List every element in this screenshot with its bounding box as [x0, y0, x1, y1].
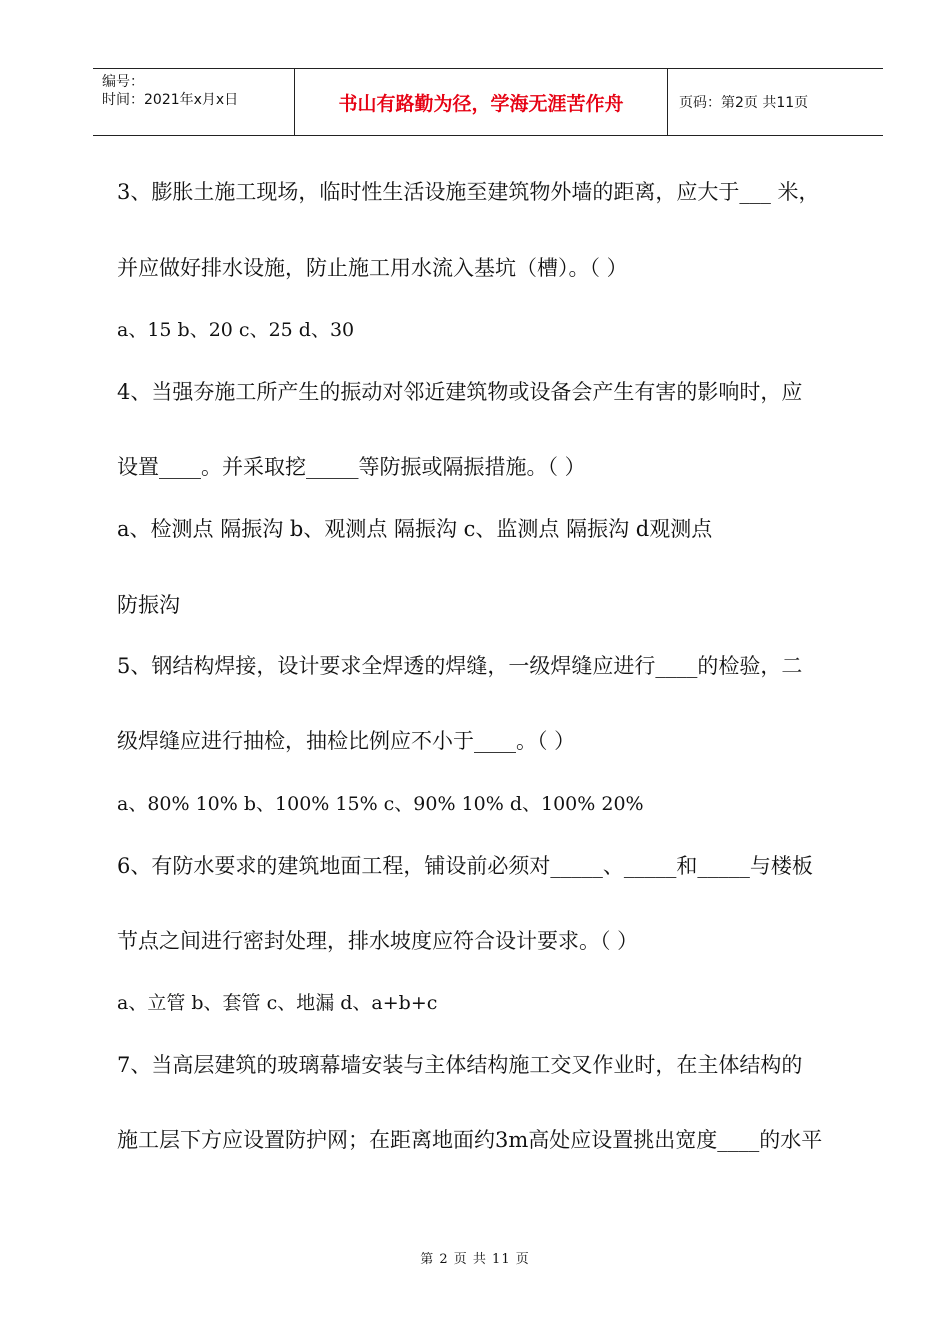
question-5-options: a、80% 10% b、100% 15% c、90% 10% d、100% 20%: [117, 793, 644, 815]
header-motto: 书山有路勤为径，学海无涯苦作舟: [295, 69, 668, 135]
question-3-options: a、15 b、20 c、25 d、30: [117, 319, 355, 341]
question-6-options: a、立管 b、套管 c、地漏 d、a+b+c: [117, 992, 438, 1014]
question-6-line-1: 6、有防水要求的建筑地面工程，铺设前必须对_____、_____和_____与楼板: [117, 854, 813, 878]
question-7-line-1: 7、当高层建筑的玻璃幕墙安装与主体结构施工交叉作业时，在主体结构的: [117, 1053, 803, 1077]
question-5-line-2: 级焊缝应进行抽检，抽检比例应不小于____。（ ）: [117, 729, 576, 753]
question-4-line-2: 设置____。并采取挖_____等防振或隔振措施。（ ）: [117, 455, 586, 479]
question-5-line-1: 5、钢结构焊接，设计要求全焊透的焊缝，一级焊缝应进行____的检验，二: [117, 654, 803, 678]
question-4-line-1: 4、当强夯施工所产生的振动对邻近建筑物或设备会产生有害的影响时，应: [117, 380, 803, 404]
document-time: 时间：2021年x月x日: [102, 92, 239, 108]
question-4-options-cont: 防振沟: [117, 593, 180, 617]
document-number-label: 编号：: [102, 74, 144, 90]
question-7-line-2: 施工层下方应设置防护网；在距离地面约3m高处应设置挑出宽度____的水平: [117, 1128, 823, 1152]
page-header: [93, 68, 883, 136]
question-4-options: a、检测点 隔振沟 b、观测点 隔振沟 c、监测点 隔振沟 d观测点: [117, 517, 713, 541]
header-meta: [93, 69, 295, 135]
page-footer: 第 2 页 共 11 页: [420, 1252, 530, 1267]
question-6-line-2: 节点之间进行密封处理，排水坡度应符合设计要求。（ ）: [117, 929, 639, 953]
question-3-line-1: 3、膨胀土施工现场，临时性生活设施至建筑物外墙的距离，应大于___ 米，: [117, 180, 820, 204]
question-3-line-2: 并应做好排水设施，防止施工用水流入基坑（槽）。（ ）: [117, 256, 628, 280]
header-page-info: 页码：第2页 共11页: [679, 95, 809, 111]
